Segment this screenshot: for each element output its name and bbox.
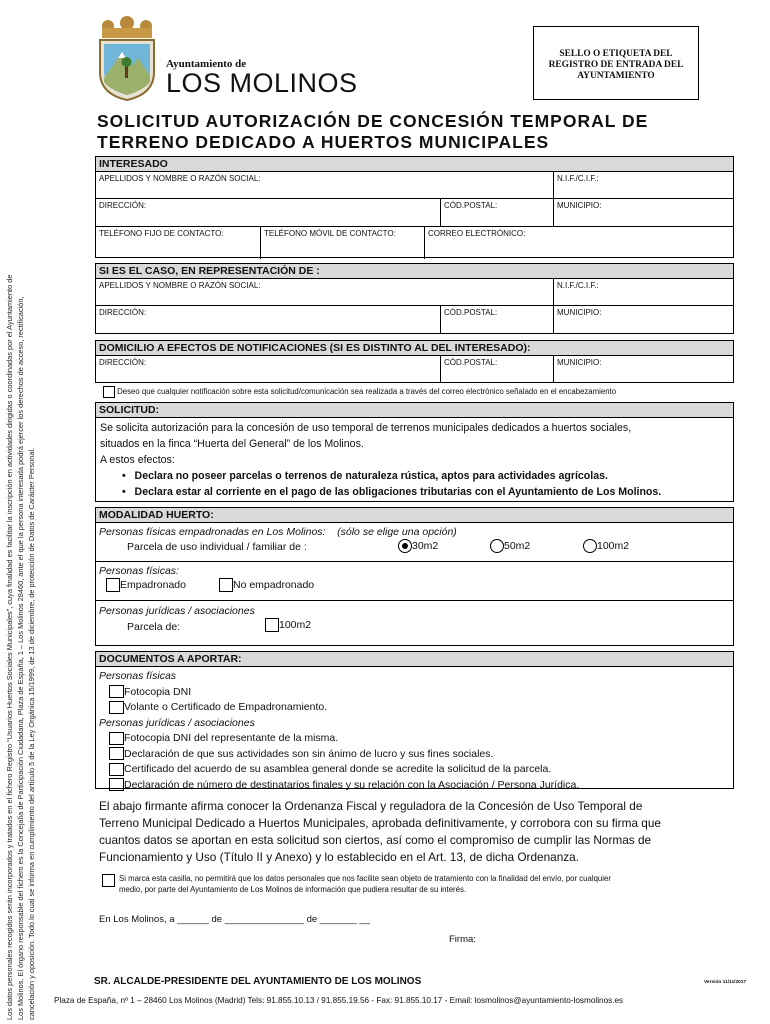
stamp-text: SELLO O ETIQUETA DEL	[559, 49, 673, 59]
bullet-item: • Declara estar al corriente en el pago de las obligaciones tributarias con el Ayuntamiento de Los Molinos.	[122, 486, 662, 498]
option-label: Deseo que cualquier notificación sobre esta solicitud/comunicación sea realizada a través del correo electrónico señalado en el encabezamiento	[117, 387, 617, 397]
empadronadas-label	[99, 526, 457, 538]
side-legal-note	[4, 20, 37, 1020]
note-label: (sólo se elige una opción)	[337, 526, 457, 538]
rep-direccion-field[interactable]	[96, 306, 440, 334]
form-row	[96, 172, 733, 199]
bullet-text: Declara no poseer parcelas o terrenos de naturaleza rústica, aptos para actividades agrícolas.	[134, 470, 608, 482]
option-label: No empadronado	[233, 578, 315, 591]
doc-label: Declaración de que sus actividades son sin ánimo de lucro y sus fines sociales.	[124, 747, 494, 760]
section-representacion	[95, 263, 734, 334]
juridicas-label: Personas jurídicas / asociaciones	[99, 605, 255, 617]
section-interesado	[95, 156, 734, 258]
field-label: APELLIDOS Y NOMBRE O RAZÓN SOCIAL:	[99, 281, 261, 290]
registry-stamp-box	[533, 26, 699, 100]
stamp-text: REGISTRO DE ENTRADA DEL	[548, 60, 684, 70]
footer-contact: Plaza de España, nº 1 – 28460 Los Molinos (Madrid) Tels: 91.855.10.13 / 91.855.19.56 - Fax: 91.855.10.17 - Email: losmolinos@ayuntamiento-losmolinos.es	[54, 996, 624, 1005]
consent-line: medio, por parte del Ayuntamiento de Los Molinos de información que pudiera resultar de su interés.	[119, 885, 467, 894]
option-label: 100m2	[279, 618, 312, 631]
divider	[95, 561, 734, 562]
checkbox-icon[interactable]	[109, 701, 124, 714]
bullet-item: • Declara no poseer parcelas o terrenos de naturaleza rústica, aptos para actividades agrícolas.	[122, 470, 608, 482]
stamp-text: AYUNTAMIENTO	[577, 71, 655, 81]
field-label: N.I.F./C.I.F.:	[557, 174, 599, 183]
side-note-line: Los datos personales recogidos serán incorporados y tratados en el fichero Registro “Usuarios Huertos Sociales Municipales”, cuya finalidad es facilitar la inscripción en actividades dirigidas o coordinadas por el Ayuntamiento de	[5, 274, 14, 1020]
version-label: Versión 11/11/2017	[704, 980, 747, 985]
fisicas-label: Personas físicas:	[99, 565, 179, 577]
parcela-individual-label: Parcela de uso individual / familiar de :	[127, 541, 307, 553]
field-label: CÓD.POSTAL:	[444, 201, 498, 210]
field-label: TELÉFONO MÓVIL DE CONTACTO:	[264, 229, 396, 238]
checkbox-icon[interactable]	[265, 618, 279, 632]
group-label: Personas físicas	[99, 670, 177, 682]
checkbox-icon[interactable]	[109, 732, 124, 745]
field-label: CORREO ELECTRÓNICO:	[428, 229, 526, 238]
signature-label: Firma:	[449, 934, 476, 945]
declaration-line: cuantos datos se aportan en esta solicitud son ciertos, así como el compromiso de cumplir las Normas de	[99, 833, 652, 847]
group-label: Personas físicas empadronadas en Los Molinos:	[99, 526, 326, 538]
coat-of-arms-logo	[94, 16, 160, 102]
nif-field[interactable]	[553, 172, 733, 198]
email-notification-checkbox[interactable]	[103, 386, 115, 398]
option-30m2[interactable]	[398, 539, 438, 553]
date-line: En Los Molinos, a ______ de _______________ de _______ __	[99, 914, 370, 925]
section-heading: DOMICILIO A EFECTOS DE NOTIFICACIONES (SI ES DISTINTO AL DEL INTERESADO):	[96, 341, 733, 356]
section-heading: DOCUMENTOS A APORTAR:	[96, 652, 733, 667]
form-row	[96, 356, 733, 382]
divider	[95, 600, 734, 601]
side-note-line: cancelación y oposición. Todo lo cual se informa en cumplimiento del artículo 5 de la Ley Orgánica 15/1999, de 13 de diciembre, de protección de Datos de Carácter Personal.	[27, 447, 36, 1020]
declaration-text	[99, 798, 739, 866]
telefono-fijo-field[interactable]	[96, 227, 260, 259]
checkbox-icon[interactable]	[109, 685, 124, 698]
empadronado-option[interactable]	[106, 578, 186, 592]
option-100m2[interactable]	[583, 539, 629, 553]
doc-label: Declaración de número de destinatarios finales y su relación con la Asociación / Persona Jurídica.	[124, 778, 580, 791]
radio-selected-icon[interactable]	[398, 539, 412, 553]
doc-item[interactable]	[99, 778, 579, 794]
doc-label: Certificado del acuerdo de su asamblea general donde se acredite la solicitud de la parcela.	[124, 763, 552, 775]
section-heading: SOLICITUD:	[96, 403, 733, 418]
dom-municipio-field[interactable]	[553, 356, 733, 382]
form-row	[96, 199, 733, 227]
form-row	[96, 306, 733, 334]
option-label: 100m2	[597, 539, 630, 552]
doc-item[interactable]	[99, 747, 579, 763]
org-name-line2: LOS MOLINOS	[166, 68, 358, 98]
field-label: MUNICIPIO:	[557, 201, 602, 210]
doc-item[interactable]	[99, 731, 579, 747]
declaration-line: Terreno Municipal Dedicado a Huertos Municipales, aprobada definitivamente, y corrobora con su firma que	[99, 816, 661, 830]
field-label: MUNICIPIO:	[557, 358, 602, 367]
email-notification-option	[103, 386, 616, 398]
radio-icon[interactable]	[490, 539, 504, 553]
rep-apellidos-field[interactable]	[96, 279, 553, 305]
doc-label: Fotocopia DNI del representante de la misma.	[124, 732, 339, 744]
no-empadronado-option[interactable]	[219, 578, 314, 592]
group-label: Personas jurídicas / asociaciones	[99, 716, 255, 729]
checkbox-icon[interactable]	[109, 763, 124, 776]
doc-item[interactable]	[99, 700, 579, 716]
option-label: Empadronado	[120, 578, 186, 591]
consent-line: Si marca esta casilla, no permitirá que los datos personales que nos facilite sean objeto de tratamiento con la finalidad del envío, por cualquier	[119, 874, 611, 883]
checkbox-icon[interactable]	[102, 874, 115, 887]
option-label: 50m2	[504, 539, 531, 552]
option-50m2[interactable]	[490, 539, 530, 553]
title-line: SOLICITUD AUTORIZACIÓN DE CONCESIÓN TEMPORAL DE	[97, 111, 649, 131]
doc-label: Fotocopia DNI	[124, 685, 192, 698]
checkbox-icon[interactable]	[106, 578, 120, 592]
field-label: DIRECCIÓN:	[99, 358, 147, 367]
documents-list	[99, 669, 579, 793]
dom-direccion-field[interactable]	[96, 356, 440, 382]
declaration-line: Funcionamiento y Uso (Título II y Anexo) y lo establecido en el Art. 13, de dicha Ordenanza.	[99, 850, 580, 864]
page-title	[97, 111, 747, 153]
correo-field[interactable]	[424, 227, 733, 259]
field-label: MUNICIPIO:	[557, 308, 602, 317]
form-row	[96, 227, 733, 259]
direccion-field[interactable]	[96, 199, 440, 226]
consent-text	[119, 873, 739, 895]
doc-item[interactable]	[99, 762, 579, 778]
doc-label: Volante o Certificado de Empadronamiento.	[124, 701, 328, 713]
rep-cod-postal-field[interactable]	[440, 306, 553, 334]
form-row	[96, 279, 733, 306]
field-label: CÓD.POSTAL:	[444, 358, 498, 367]
field-label: TELÉFONO FIJO DE CONTACTO:	[99, 229, 224, 238]
body-line: Se solicita autorización para la concesión de uso temporal de terrenos municipales dedicados a huertos sociales,	[100, 422, 632, 434]
section-heading: INTERESADO	[96, 157, 733, 172]
bullet-text: Declara estar al corriente en el pago de las obligaciones tributarias con el Ayuntamiento de Los Molinos.	[134, 486, 662, 498]
radio-icon[interactable]	[583, 539, 597, 553]
telefono-movil-field[interactable]	[260, 227, 424, 259]
solicitud-body	[96, 418, 733, 502]
field-label: APELLIDOS Y NOMBRE O RAZÓN SOCIAL:	[99, 174, 261, 183]
addressee: SR. ALCALDE-PRESIDENTE DEL AYUNTAMIENTO DE LOS MOLINOS	[94, 976, 422, 987]
section-heading: MODALIDAD HUERTO:	[96, 508, 733, 523]
checkbox-icon[interactable]	[109, 778, 124, 791]
parcela-label: Parcela de:	[127, 621, 181, 633]
field-label: CÓD.POSTAL:	[444, 308, 498, 317]
rep-municipio-field[interactable]	[553, 306, 733, 334]
body-line: situados en la finca “Huerta del General” de los Molinos.	[100, 438, 364, 450]
field-label: N.I.F./C.I.F.:	[557, 281, 599, 290]
section-heading: SI ES EL CASO, EN REPRESENTACIÓN DE :	[96, 264, 733, 279]
section-solicitud	[95, 402, 734, 502]
title-line: TERRENO DEDICADO A HUERTOS MUNICIPALES	[97, 132, 550, 152]
apellidos-field[interactable]	[96, 172, 553, 198]
side-note-line: Los Molinos. El órgano responsable del fichero es la Concejalía de Participación Ciudadana, Plaza de España, 1 – Los Molinos 28460, ante el que la persona interesada podrá ejercer los derechos de acceso, rectificación,	[16, 296, 25, 1020]
declaration-line: El abajo firmante afirma conocer la Ordenanza Fiscal y reguladora de la Concesión de Uso Temporal de	[99, 799, 643, 813]
option-label: 30m2	[412, 539, 439, 552]
parcela-100m2-option[interactable]	[265, 618, 311, 632]
checkbox-icon[interactable]	[219, 578, 233, 592]
checkbox-icon[interactable]	[109, 747, 124, 760]
cod-postal-field[interactable]	[440, 199, 553, 226]
rep-nif-field[interactable]	[553, 279, 733, 305]
org-name-line1: Ayuntamiento de	[166, 58, 247, 70]
section-domicilio	[95, 340, 734, 383]
doc-item[interactable]	[99, 685, 579, 701]
field-label: DIRECCIÓN:	[99, 201, 147, 210]
dom-cod-postal-field[interactable]	[440, 356, 553, 382]
field-label: DIRECCIÓN:	[99, 308, 147, 317]
consent-checkbox[interactable]	[102, 872, 115, 890]
municipio-field[interactable]	[553, 199, 733, 226]
body-line: A estos efectos:	[100, 454, 175, 466]
